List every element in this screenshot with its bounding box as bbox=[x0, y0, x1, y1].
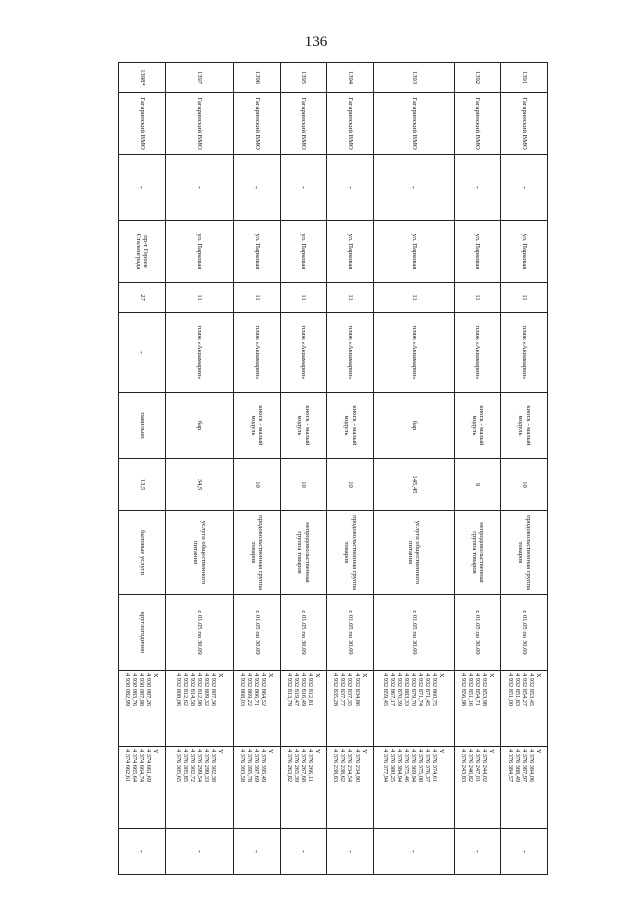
x-coordinate: 4 932 837,35 bbox=[346, 673, 354, 707]
location-cell: пляж «Аквамарин» bbox=[233, 313, 280, 393]
y-coordinate: 4 376 243,83 bbox=[460, 749, 468, 783]
note-cell: - bbox=[454, 829, 501, 875]
x-coordinate: 4 932 856,98 bbox=[460, 673, 468, 707]
x-coordinate: X bbox=[313, 673, 321, 678]
row-number: 1395 bbox=[280, 63, 327, 93]
y-coordinate: 4 376 247,01 bbox=[474, 749, 482, 783]
x-coordinate: 4 930 083,76 bbox=[131, 673, 139, 707]
y-coordinate: Y bbox=[534, 749, 542, 754]
object-type-cell: киоск - малый модуль bbox=[454, 393, 501, 459]
empty-cell: - bbox=[327, 155, 374, 221]
x-coordinate: 4 932 819,47 bbox=[292, 673, 300, 707]
x-coordinate: 4 932 812,62 bbox=[181, 673, 189, 707]
district-cell: Гагаринский ВМО bbox=[165, 93, 233, 155]
y-coordinate: Y bbox=[438, 749, 446, 754]
district-cell: Гагаринский ВМО bbox=[501, 93, 548, 155]
y-coordinate: Y bbox=[488, 749, 496, 754]
empty-cell: - bbox=[233, 155, 280, 221]
x-coordinate: 4 932 870,39 bbox=[396, 673, 404, 707]
location-cell: - bbox=[119, 313, 166, 393]
x-coordinate: X bbox=[216, 673, 224, 678]
y-coordinate: 4 376 384,57 bbox=[506, 749, 514, 783]
x-coordinate: 4 932 812,98 bbox=[195, 673, 203, 707]
house-cell: 11 bbox=[373, 283, 454, 313]
x-coordinate: 4 932 808,06 bbox=[174, 673, 182, 707]
table-row bbox=[280, 63, 327, 875]
area-cell: 34,5 bbox=[165, 459, 233, 511]
table-row bbox=[327, 63, 374, 875]
x-coordinate: 4 932 859,45 bbox=[382, 673, 390, 707]
object-type-cell: павильон bbox=[119, 393, 166, 459]
location-cell: пляж «Аквамарин» bbox=[165, 313, 233, 393]
y-coordinate: 4 376 302,38 bbox=[209, 749, 217, 783]
note-cell: - bbox=[119, 829, 166, 875]
y-coordinate: Y bbox=[313, 749, 321, 754]
x-coordinate: X bbox=[360, 673, 368, 678]
street-cell: ул. Парковая bbox=[327, 221, 374, 283]
x-coordinate: 4 932 807,36 bbox=[209, 673, 217, 707]
district-cell: Гагаринский ВМО bbox=[233, 93, 280, 155]
table-row bbox=[373, 63, 454, 875]
y-coordinate: 4 374 664,74 bbox=[138, 749, 146, 783]
district-cell: Гагаринский ВМО bbox=[280, 93, 327, 155]
x-coordinates-cell bbox=[119, 671, 166, 747]
y-coordinate: Y bbox=[216, 749, 224, 754]
area-cell: 10 bbox=[327, 459, 374, 511]
x-coordinate: 4 932 869,22 bbox=[246, 673, 254, 707]
table-body bbox=[119, 63, 548, 875]
house-cell: 11 bbox=[501, 283, 548, 313]
y-coordinate: 4 376 234,90 bbox=[353, 749, 361, 783]
row-number: 1394 bbox=[327, 63, 374, 93]
specialization-cell: непродовольственная группа товаров bbox=[280, 511, 327, 595]
y-coordinate: 4 374 665,64 bbox=[131, 749, 139, 783]
y-coordinate: 4 374 661,69 bbox=[145, 749, 153, 783]
y-coordinate: 4 376 238,62 bbox=[339, 749, 347, 783]
y-coordinate: Y bbox=[152, 749, 160, 754]
location-cell: пляж «Аквамарин» bbox=[373, 313, 454, 393]
district-cell: Гагаринский ВМО bbox=[373, 93, 454, 155]
y-coordinate: 4 376 384,94 bbox=[396, 749, 404, 783]
y-coordinate: 4 376 377,94 bbox=[382, 749, 390, 783]
row-number: 1393 bbox=[373, 63, 454, 93]
street-cell: ул. Парковая bbox=[280, 221, 327, 283]
x-coordinate: 4 932 871,45 bbox=[424, 673, 432, 707]
table-row bbox=[501, 63, 548, 875]
x-coordinate: 4 932 854,27 bbox=[520, 673, 528, 707]
empty-cell: - bbox=[501, 155, 548, 221]
area-cell: 13,5 bbox=[119, 459, 166, 511]
district-cell: Гагаринский ВМО bbox=[119, 93, 166, 155]
x-coordinate: 4 932 860,75 bbox=[431, 673, 439, 707]
table-row bbox=[454, 63, 501, 875]
y-coordinates-cell bbox=[373, 747, 454, 829]
note-cell: - bbox=[280, 829, 327, 875]
specialization-cell: услуги общественного питания bbox=[165, 511, 233, 595]
specialization-cell: продовольственная группа товаров bbox=[501, 511, 548, 595]
location-cell: пляж «Аквамарин» bbox=[280, 313, 327, 393]
location-cell: пляж «Аквамарин» bbox=[327, 313, 374, 393]
x-coordinate: 4 932 868,03 bbox=[239, 673, 247, 707]
house-cell: 27 bbox=[119, 283, 166, 313]
y-coordinate: 4 376 374,61 bbox=[431, 749, 439, 783]
note-cell: - bbox=[327, 829, 374, 875]
object-type-cell: киоск - малый модуль bbox=[327, 393, 374, 459]
street-cell: ул. Парковая bbox=[165, 221, 233, 283]
empty-cell: - bbox=[165, 155, 233, 221]
house-cell: 11 bbox=[327, 283, 374, 313]
row-number: 1392 bbox=[454, 63, 501, 93]
y-coordinate: 4 376 375,08 bbox=[417, 749, 425, 783]
x-coordinate: 4 932 816,49 bbox=[299, 673, 307, 707]
y-coordinate: 4 376 384,06 bbox=[527, 749, 535, 783]
row-number: 1396 bbox=[233, 63, 280, 93]
y-coordinate: 4 376 380,25 bbox=[389, 749, 397, 783]
x-coordinate: 4 932 834,86 bbox=[353, 673, 361, 707]
object-type-cell: бар bbox=[165, 393, 233, 459]
placement-table bbox=[118, 62, 548, 875]
house-cell: 11 bbox=[280, 283, 327, 313]
y-coordinate: 4 376 244,02 bbox=[481, 749, 489, 783]
period-cell: с 01.05 по 30.09 bbox=[501, 595, 548, 671]
y-coordinate: 4 376 395,78 bbox=[246, 749, 254, 783]
y-coordinate: 4 376 302,72 bbox=[188, 749, 196, 783]
x-coordinates-cell bbox=[373, 671, 454, 747]
x-coordinates-cell bbox=[327, 671, 374, 747]
x-coordinate: 4 932 814,58 bbox=[188, 673, 196, 707]
y-coordinate: 4 376 263,82 bbox=[285, 749, 293, 783]
x-coordinate: 4 932 866,71 bbox=[253, 673, 261, 707]
x-coordinate: 4 932 851,00 bbox=[506, 673, 514, 707]
x-coordinate: X bbox=[488, 673, 496, 678]
note-cell: - bbox=[373, 829, 454, 875]
y-coordinate: 4 376 395,49 bbox=[260, 749, 268, 783]
x-coordinate: 4 930 082,99 bbox=[124, 673, 132, 707]
y-coordinate: 4 376 397,69 bbox=[253, 749, 261, 783]
area-cell: 9 bbox=[454, 459, 501, 511]
x-coordinate: X bbox=[438, 673, 446, 678]
period-cell: с 01.05 по 30.09 bbox=[373, 595, 454, 671]
x-coordinate: 4 932 809,32 bbox=[202, 673, 210, 707]
y-coordinate: 4 376 305,65 bbox=[174, 749, 182, 783]
y-coordinate: 4 376 234,54 bbox=[346, 749, 354, 783]
location-cell: пляж «Аквамарин» bbox=[454, 313, 501, 393]
house-cell: 11 bbox=[454, 283, 501, 313]
y-coordinate: 4 376 305,85 bbox=[181, 749, 189, 783]
row-number: 1397 bbox=[165, 63, 233, 93]
note-cell: - bbox=[501, 829, 548, 875]
street-cell: пр-т Героев Сталинграда bbox=[119, 221, 166, 283]
note-cell: - bbox=[165, 829, 233, 875]
empty-cell: - bbox=[454, 155, 501, 221]
house-cell: 11 bbox=[233, 283, 280, 313]
area-cell: 10 bbox=[501, 459, 548, 511]
y-coordinates-cell bbox=[119, 747, 166, 829]
x-coordinate: X bbox=[534, 673, 542, 678]
period-cell: с 01.05 по 30.09 bbox=[280, 595, 327, 671]
y-coordinate: 4 376 375,46 bbox=[403, 749, 411, 783]
location-cell: пляж «Аквамарин» bbox=[501, 313, 548, 393]
x-coordinate: 4 932 813,79 bbox=[285, 673, 293, 707]
y-coordinates-cell bbox=[233, 747, 280, 829]
street-cell: ул. Парковая bbox=[501, 221, 548, 283]
specialization-cell: продовольственная группа товаров bbox=[233, 511, 280, 595]
specialization-cell: продовольственная группа товаров bbox=[327, 511, 374, 595]
object-type-cell: киоск - малый модуль bbox=[280, 393, 327, 459]
area-cell: 145,45 bbox=[373, 459, 454, 511]
empty-cell: - bbox=[280, 155, 327, 221]
district-cell: Гагаринский ВМО bbox=[327, 93, 374, 155]
specialization-cell: непродовольственная группа товаров bbox=[454, 511, 501, 595]
page-number: 136 bbox=[304, 34, 328, 50]
table-row bbox=[165, 63, 233, 875]
x-coordinates-cell bbox=[454, 671, 501, 747]
table-container bbox=[118, 62, 548, 874]
row-number: 1398* bbox=[119, 63, 166, 93]
object-type-cell: бар bbox=[373, 393, 454, 459]
specialization-cell: бытовые услуги bbox=[119, 511, 166, 595]
x-coordinate: 4 930 087,26 bbox=[145, 673, 153, 707]
x-coordinate: 4 932 879,70 bbox=[410, 673, 418, 707]
y-coordinate: 4 374 662,61 bbox=[124, 749, 132, 783]
period-cell: с 01.05 по 30.09 bbox=[327, 595, 374, 671]
street-cell: ул. Парковая bbox=[233, 221, 280, 283]
period-cell: круглогодично bbox=[119, 595, 166, 671]
table-row bbox=[119, 63, 166, 875]
x-coordinate: 4 932 853,98 bbox=[481, 673, 489, 707]
x-coordinate: 4 932 837,77 bbox=[339, 673, 347, 707]
empty-cell: - bbox=[373, 155, 454, 221]
period-cell: с 01.05 по 30.09 bbox=[233, 595, 280, 671]
x-coordinate: X bbox=[152, 673, 160, 678]
x-coordinate: 4 932 812,81 bbox=[306, 673, 314, 707]
y-coordinate: 4 376 238,83 bbox=[332, 749, 340, 783]
x-coordinate: X bbox=[267, 673, 275, 678]
x-coordinate: 4 932 883,33 bbox=[403, 673, 411, 707]
x-coordinates-cell bbox=[165, 671, 233, 747]
object-type-cell: киоск - малый модуль bbox=[501, 393, 548, 459]
street-cell: ул. Парковая bbox=[454, 221, 501, 283]
x-coordinate: 4 932 871,74 bbox=[417, 673, 425, 707]
area-cell: 10 bbox=[280, 459, 327, 511]
y-coordinates-cell bbox=[280, 747, 327, 829]
x-coordinate: 4 932 864,52 bbox=[260, 673, 268, 707]
y-coordinate: 4 376 299,33 bbox=[202, 749, 210, 783]
x-coordinate: 4 932 854,71 bbox=[474, 673, 482, 707]
note-cell: - bbox=[233, 829, 280, 875]
x-coordinate: 4 932 851,16 bbox=[467, 673, 475, 707]
area-cell: 10 bbox=[233, 459, 280, 511]
y-coordinate: 4 376 246,82 bbox=[467, 749, 475, 783]
table-row bbox=[233, 63, 280, 875]
y-coordinates-cell bbox=[501, 747, 548, 829]
x-coordinates-cell bbox=[501, 671, 548, 747]
period-cell: с 01.05 по 30.09 bbox=[454, 595, 501, 671]
y-coordinate: 4 376 388,49 bbox=[513, 749, 521, 783]
y-coordinate: 4 376 376,37 bbox=[424, 749, 432, 783]
y-coordinate: 4 376 299,54 bbox=[195, 749, 203, 783]
street-cell: ул. Парковая bbox=[373, 221, 454, 283]
y-coordinate: 4 376 393,58 bbox=[239, 749, 247, 783]
y-coordinate: Y bbox=[360, 749, 368, 754]
y-coordinates-cell bbox=[165, 747, 233, 829]
house-cell: 11 bbox=[165, 283, 233, 313]
y-coordinates-cell bbox=[327, 747, 374, 829]
specialization-cell: услуги общественного питания bbox=[373, 511, 454, 595]
empty-cell: - bbox=[119, 155, 166, 221]
x-coordinates-cell bbox=[233, 671, 280, 747]
y-coordinate: 4 376 265,39 bbox=[292, 749, 300, 783]
x-coordinate: 4 932 853,45 bbox=[527, 673, 535, 707]
x-coordinate: 4 930 087,98 bbox=[138, 673, 146, 707]
x-coordinate: 4 932 867,17 bbox=[389, 673, 397, 707]
period-cell: с 01.05 по 30.09 bbox=[165, 595, 233, 671]
y-coordinate: 4 376 267,68 bbox=[299, 749, 307, 783]
y-coordinate: 4 376 387,97 bbox=[520, 749, 528, 783]
x-coordinates-cell bbox=[280, 671, 327, 747]
object-type-cell: киоск - малый модуль bbox=[233, 393, 280, 459]
x-coordinate: 4 932 835,28 bbox=[332, 673, 340, 707]
row-number: 1391 bbox=[501, 63, 548, 93]
district-cell: Гагаринский ВМО bbox=[454, 93, 501, 155]
x-coordinate: 4 932 851,83 bbox=[513, 673, 521, 707]
y-coordinate: 4 376 266,11 bbox=[306, 749, 314, 782]
y-coordinate: 4 376 369,94 bbox=[410, 749, 418, 783]
y-coordinate: Y bbox=[267, 749, 275, 754]
rotated-table-frame bbox=[118, 62, 548, 874]
y-coordinates-cell bbox=[454, 747, 501, 829]
